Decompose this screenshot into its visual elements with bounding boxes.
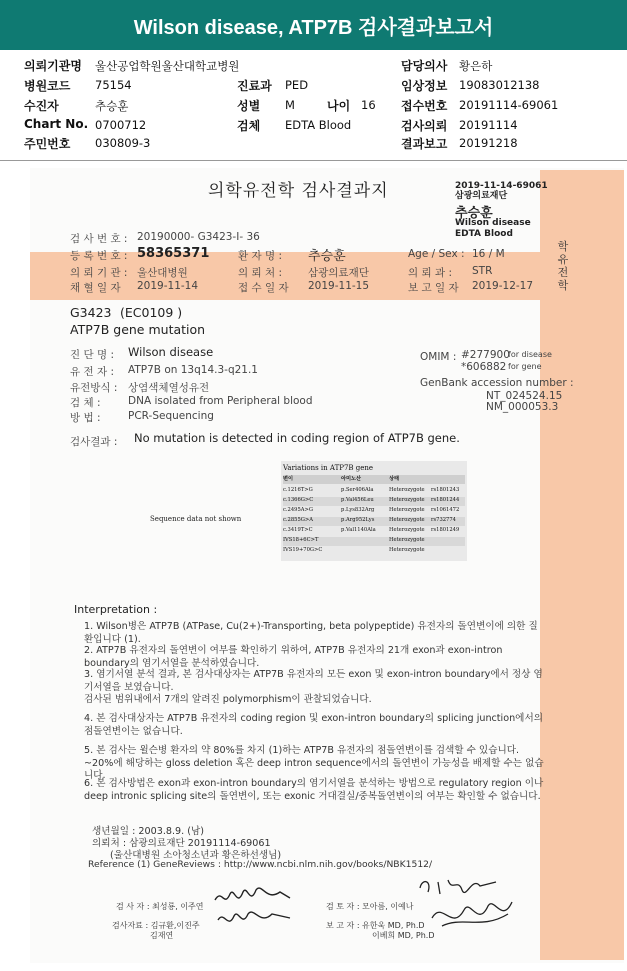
method-value: PCR-Sequencing [128,410,214,422]
variation-cell: Heterozygote [389,537,425,543]
variation-row [283,517,465,526]
variation-cell: IVS19+70G>C [283,547,323,553]
value-age: 16 [361,98,376,112]
inherit-label: 유전방식 : [70,382,118,394]
variation-cell: Heterozygote [389,547,425,553]
variation-cell: p.Ser406Ala [341,487,374,493]
variation-cell: rs1801244 [431,497,460,503]
omim-gene: *606882 [461,361,507,373]
label-resident-no: 주민번호 [24,137,71,151]
reporter-sign-label: 보 고 자 : 유한욱 MD, Ph.D [326,921,425,930]
specimen-value: DNA isolated from Peripheral blood [128,395,313,407]
variation-cell: c.2855G>A [283,517,313,523]
inherit-value: 상염색체열성유전 [128,382,210,394]
value-specimen: EDTA Blood [285,118,352,132]
received-label: 접 수 일 자 [238,282,289,294]
variation-cell: rs1801249 [431,527,460,533]
label-patient: 수진자 [24,99,59,113]
method-label: 방 법 : [70,412,101,424]
genbank-label: GenBank accession number : [420,377,574,389]
omim-disease: #277900 [461,349,510,361]
test-code-box: (EC0109 ) [120,305,183,320]
age-sex: 16 / M [472,248,505,260]
value-requesting-org: 울산공업학원울산대학교병원 [95,59,240,73]
variation-cell: p.Arg952Lys [341,517,375,523]
variation-cell [431,537,465,546]
dx-label: 진 단 명 : [70,349,114,361]
interp-3b: 검사된 범위내에서 7개의 알려진 polymorphism이 관찰되었습니다. [84,694,372,705]
stamp-accession: 2019-11-14-69061 [455,181,548,191]
collect-date: 2019-11-14 [137,280,199,292]
patient-name: 추승훈 [308,249,346,264]
label-sex: 성별 [237,99,261,113]
interpretation-title: Interpretation : [74,603,158,616]
dept-label: 의 뢰 과 : [408,267,452,279]
hospital-label: 의 뢰 기 관 : [70,267,128,279]
variation-cell [341,537,389,546]
value-hospital-code: 75154 [95,78,132,92]
test-code: G3423 [70,305,112,320]
label-department: 진료과 [237,79,272,93]
variation-row [283,497,465,506]
age-sex-label: Age / Sex : [408,248,465,260]
variation-cell: Heterozygote [389,497,425,503]
reported-date: 2019-12-17 [472,280,534,292]
ref-org-label: 의 뢰 처 : [238,267,282,279]
variation-header-cell: 변이 [283,476,294,482]
variation-cell [431,547,465,556]
gene-label: 유 전 자 : [70,366,114,378]
variation-row [283,507,465,516]
test-name: ATP7B gene mutation [70,322,206,337]
value-sex: M [285,98,295,112]
test-no-label: 검 사 번 호 : [70,233,128,245]
reviewer-sign-label: 검 토 자 : 모아름, 이예나 [326,902,414,911]
variation-cell: rs732774 [431,517,456,523]
received-date: 2019-11-15 [308,280,370,292]
value-chart-no: 0700712 [95,118,147,132]
value-request-date: 20191114 [459,118,518,132]
label-requesting-org: 의뢰기관명 [24,59,82,73]
genbank-1: NT_024524.15 [486,390,563,402]
tester3-name: 김재연 [150,931,174,940]
referral-sub: (울산대병원 소아청소년과 황은하선생님) [110,850,282,861]
test-no: 20190000- G3423-I- 36 [137,231,260,243]
label-chart-no: Chart No. [24,117,89,131]
label-clinical-info: 임상정보 [401,79,448,93]
variation-cell: p.Val456Leu [341,497,374,503]
variation-cell: c.3419T>C [283,527,313,533]
label-doctor: 담당의사 [401,59,448,73]
result-label: 검사결과 : [70,436,118,448]
reported-label: 보 고 일 자 [408,282,459,294]
specimen-label: 검 체 : [70,397,101,409]
omim-gene-note: for gene [508,362,542,371]
value-department: PED [285,78,309,92]
label-report-date: 결과보고 [401,137,448,151]
dept: STR [472,265,493,277]
birth-date: 생년월일 : 2003.8.9. (남) [92,826,204,837]
ref-org: 삼광의료재단 [308,267,369,279]
collect-label: 채 혈 일 자 [70,282,121,294]
variation-row [283,547,465,556]
tester-sign-label: 검 사 자 : 최성룡, 이주연 [116,902,204,911]
referral: 의뢰처 : 삼광의료재단 20191114-69061 [92,838,271,849]
sequence-note: Sequence data not shown [150,515,242,523]
variation-cell: p.Val1140Ala [341,527,376,533]
value-clinical-info: 19083012138 [459,78,540,92]
variation-cell: rs1801243 [431,487,460,493]
variation-header-row [283,475,465,484]
stamp-patient: 추승훈 [455,206,493,221]
variation-cell: p.Lys832Arg [341,507,375,513]
result-value: No mutation is detected in coding region of ATP7B gene. [134,431,460,445]
dx-value: Wilson disease [128,345,214,359]
interp-2: 2. ATP7B 유전자의 돌연변이 여부를 확인하기 위하여, ATP7B 유전자의 21개 exon과 exon-intron boundary의 염기서열을 분석하였습니다. [84,645,503,669]
variation-cell: c.1216T>G [283,487,313,493]
label-age: 나이 [327,99,351,113]
variation-cell: Heterozygote [389,527,425,533]
omim-disease-note: for disease [508,350,552,359]
interp-1: 1. Wilson병은 ATP7B (ATPase, Cu(2+)-Transporting, beta polypeptide) 유전자의 돌연변이에 의한 질환입니다 (1). [84,621,538,645]
label-specimen: 검체 [237,119,261,133]
variation-cell: c.2495A>G [283,507,313,513]
patient-label: 환 자 명 : [238,250,282,262]
variation-header-cell [431,475,465,484]
omim-label: OMIM : [420,351,457,363]
value-accession: 20191114-69061 [459,98,559,112]
stamp-lab: 삼광의료재단 [455,191,508,201]
interp-4: 4. 본 검사대상자는 ATP7B 유전자의 coding region 및 exon-intron boundary의 splicing junction에서의 점돌연변이는 없습니다. [84,713,543,737]
variation-row [283,487,465,496]
banner-title: Wilson disease, ATP7B 검사결과보고서 [133,16,494,39]
label-accession: 접수번호 [401,99,448,113]
variation-header-cell: 상태 [389,476,400,482]
reference: Reference (1) GeneReviews : http://www.ncbi.nlm.nih.gov/books/NBK1512/ [88,859,433,870]
variation-cell: rs1061472 [431,507,460,513]
value-report-date: 20191218 [459,136,518,150]
variation-cell: Heterozygote [389,517,425,523]
report-banner [0,0,627,50]
variation-header-cell: 아미노산 [341,476,362,482]
value-patient: 추승훈 [95,99,129,113]
interp-6: 6. 본 검사방법은 exon과 exon-intron boundary의 염기서열을 분석하는 방법으로 regulatory region 이나 deep intronic splicing site의 돌연변이, 또는 exonic 거대결실/중복돌연변이의 여부는 확인할 수 없습니다. [84,778,544,802]
reg-no-label: 등 록 번 호 : [70,250,128,262]
variation-row [283,537,465,546]
label-request-date: 검사의뢰 [401,119,448,133]
variation-cell: IVS18+6C>T [283,537,319,543]
gene-value: ATP7B on 13q14.3-q21.1 [128,364,258,376]
variation-table [281,461,467,561]
variation-cell: c.1366G>C [283,497,314,503]
report-title: 의학유전학 검사결과지 [208,181,389,201]
reviewer-signature [412,870,522,940]
variation-row [283,527,465,536]
tester2-sign-label: 검사자료 : 김규환,이진주 [112,921,200,930]
hospital: 울산대병원 [137,267,188,279]
interp-5: 5. 본 검사는 윌슨병 환자의 약 80%를 차지 (1)하는 ATP7B 유전자의 점돌연변이를 검색할 수 있습니다. ~20%에 해당하는 gloss deletion 혹은 deep intron sequence에서의 돌연변이 가능성을 배제할 수는 없습니다. [84,745,544,782]
variation-caption: Variations in ATP7B gene [283,464,374,472]
value-doctor: 황은하 [459,59,493,73]
tester-signature [210,880,300,940]
label-hospital-code: 병원코드 [24,79,71,93]
stamp-specimen: EDTA Blood [455,229,513,239]
stamp-test: Wilson disease [455,218,531,228]
value-resident-no: 030809-3 [95,136,151,150]
header-divider [0,160,627,161]
variation-cell: Heterozygote [389,507,425,513]
vertical-stamp: 학유전학 [557,240,569,292]
genbank-2: NM_000053.3 [486,401,559,413]
variation-cell [341,547,389,556]
variation-cell: Heterozygote [389,487,425,493]
reporter2-name: 이베희 MD, Ph.D [372,931,435,940]
reg-no: 58365371 [137,246,210,261]
interp-3: 3. 염기서열 분석 결과, 본 검사대상자는 ATP7B 유전자의 모든 exon 및 exon-intron boundary에서 정상 염기서열을 보였습니다. [84,669,543,693]
